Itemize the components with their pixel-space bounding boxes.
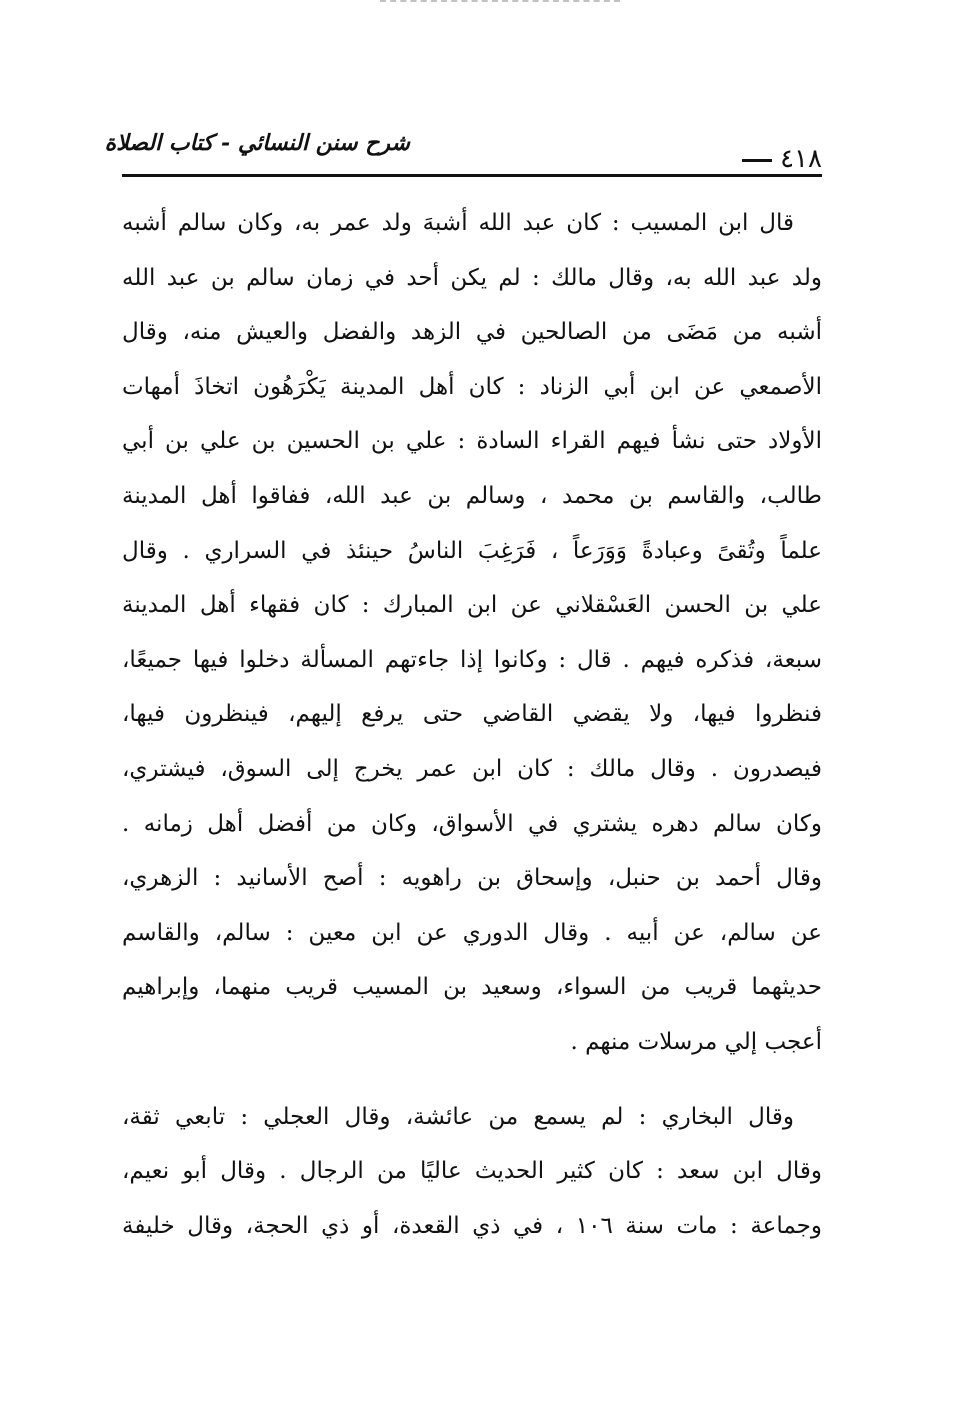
text-line: حديثهما قريب من السواء، وسعيد بن المسيب قريب منهما، وإبراهيم xyxy=(122,974,822,1001)
text-line: ولد عبد الله به، وقال مالك : لم يكن أحد في زمان سالم بن عبد الله xyxy=(122,264,822,291)
text-line: وكان سالم دهره يشتري في الأسواق، وكان من أفضل أهل زمانه . xyxy=(122,810,822,837)
paragraph-1 xyxy=(122,196,822,1070)
text-line: فيصدرون . وقال مالك : كان ابن عمر يخرج إلى السوق، فيشتري، xyxy=(122,755,822,782)
text-line: علي بن الحسن العَسْقلاني عن ابن المبارك : كان فقهاء أهل المدينة xyxy=(122,592,822,619)
text-line: عن سالم، عن أبيه . وقال الدوري عن ابن معين : سالم، والقاسم xyxy=(122,919,822,946)
running-title: شرح سنن النسائي - كتاب الصلاة xyxy=(104,130,410,156)
text-line: طالب، والقاسم بن محمد ، وسالم بن عبد الله، ففاقوا أهل المدينة xyxy=(122,482,822,509)
text-line: سبعة، فذكره فيهم . قال : وكانوا إذا جاءتهم المسألة دخلوا فيها جميعًا، xyxy=(122,646,822,673)
top-edge-marks xyxy=(380,0,620,6)
text-line: قال ابن المسيب : كان عبد الله أشبهَ ولد عمر به، وكان سالم أشبه xyxy=(122,210,794,236)
text-line: الأولاد حتى نشأ فيهم القراء السادة : علي بن الحسين بن علي بن أبي xyxy=(122,428,822,455)
text-line: الأصمعي عن ابن أبي الزناد : كان أهل المدينة يَكْرَهُون اتخاذَ أمهات xyxy=(122,373,822,400)
text-line: وقال ابن سعد : كان كثير الحديث عاليًا من الرجال . وقال أبو نعيم، xyxy=(122,1158,822,1185)
main-text xyxy=(122,196,822,1253)
paragraph-2 xyxy=(122,1090,822,1254)
page-number-dash xyxy=(742,159,772,162)
text-line: علماً وتُقىً وعبادةً وَوَرَعاً ، فَرَغِبَ الناسُ حينئذ في السراري . وقال xyxy=(122,537,822,564)
header-rule xyxy=(122,174,822,177)
text-line: وقال البخاري : لم يسمع من عائشة، وقال العجلي : تابعي ثقة، xyxy=(122,1103,794,1130)
page-number-group xyxy=(742,144,822,174)
text-line: وقال أحمد بن حنبل، وإسحاق بن راهويه : أصح الأسانيد : الزهري، xyxy=(122,865,822,892)
text-line: وجماعة : مات سنة ١٠٦ ، في ذي القعدة، أو ذي الحجة، وقال خليفة xyxy=(122,1212,822,1239)
text-line: أعجب إلي مرسلات منهم . xyxy=(570,1028,822,1055)
text-line: أشبه من مَضَى من الصالحين في الزهد والفضل والعيش منه، وقال xyxy=(122,319,822,346)
page-number: ٤١٨ xyxy=(780,144,822,174)
page-header xyxy=(104,122,822,182)
text-line: فنظروا فيها، ولا يقضي القاضي حتى يرفع إليهم، فينظرون فيها، xyxy=(122,701,822,728)
